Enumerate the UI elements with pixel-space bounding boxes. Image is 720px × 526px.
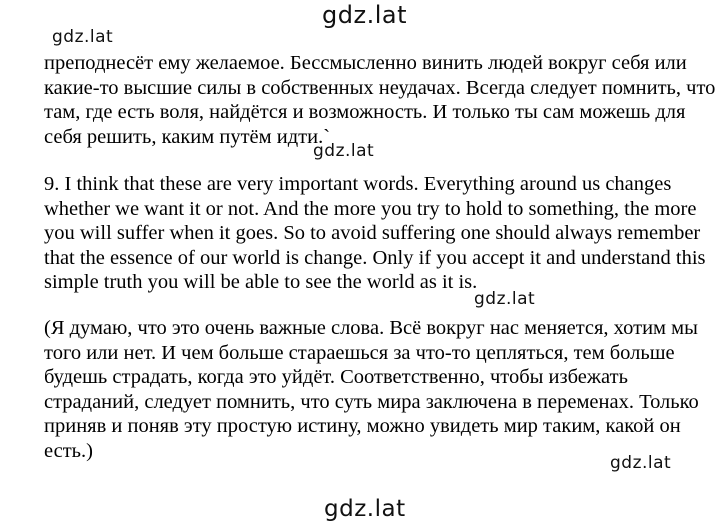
text-line: that the essence of our world is change. Only if you accept it and understand this [44, 246, 706, 269]
text-line: (Я думаю, что это очень важные слова. Всё вокруг нас меняется, хотим мы [44, 317, 698, 339]
text-line: есть.) [44, 439, 93, 462]
paragraph-russian-continuation [44, 51, 716, 149]
text-line: 9. I think that these are very important words. Everything around us changes [44, 173, 672, 195]
text-line: будешь страдать, когда это уйдёт. Соответственно, чтобы избежать [44, 366, 628, 388]
text-line: там, где есть воля, найдётся и возможность. И только ты сам можешь для [44, 101, 686, 123]
watermark-right: gdz.lat [610, 453, 672, 473]
watermark-left: gdz.lat [52, 27, 114, 47]
text-line: simple truth you will be able to see the world as it is. [44, 271, 478, 293]
watermark-bottom: gdz.lat [324, 496, 406, 522]
text-line: приняв и поняв эту простую истину, можно увидеть мир таким, какой он [44, 415, 681, 437]
watermark-middle-1: gdz.lat [313, 141, 375, 161]
paragraph-english-answer [44, 172, 704, 295]
text-line: you will suffer when it goes. So to avoid suffering one should always remember [44, 222, 701, 244]
watermark-middle-2: gdz.lat [474, 289, 536, 309]
text-line: whether we want it or not. And the more you try to hold to something, the more [44, 197, 697, 220]
text-line: страданий, следует помнить, что суть мира заключена в переменах. Только [44, 390, 699, 413]
text-line: преподнесёт ему желаемое. Бессмысленно винить людей вокруг себя или [44, 52, 687, 74]
text-line: себя решить, каким путём идти.` [44, 125, 331, 148]
paragraph-russian-translation [44, 316, 704, 463]
text-line: какие-то высшие силы в собственных неудачах. Всегда следует помнить, что [44, 76, 716, 99]
watermark-top: gdz.lat [322, 1, 407, 29]
text-line: того или нет. И чем больше стараешься за что-то цепляться, тем больше [44, 341, 675, 364]
